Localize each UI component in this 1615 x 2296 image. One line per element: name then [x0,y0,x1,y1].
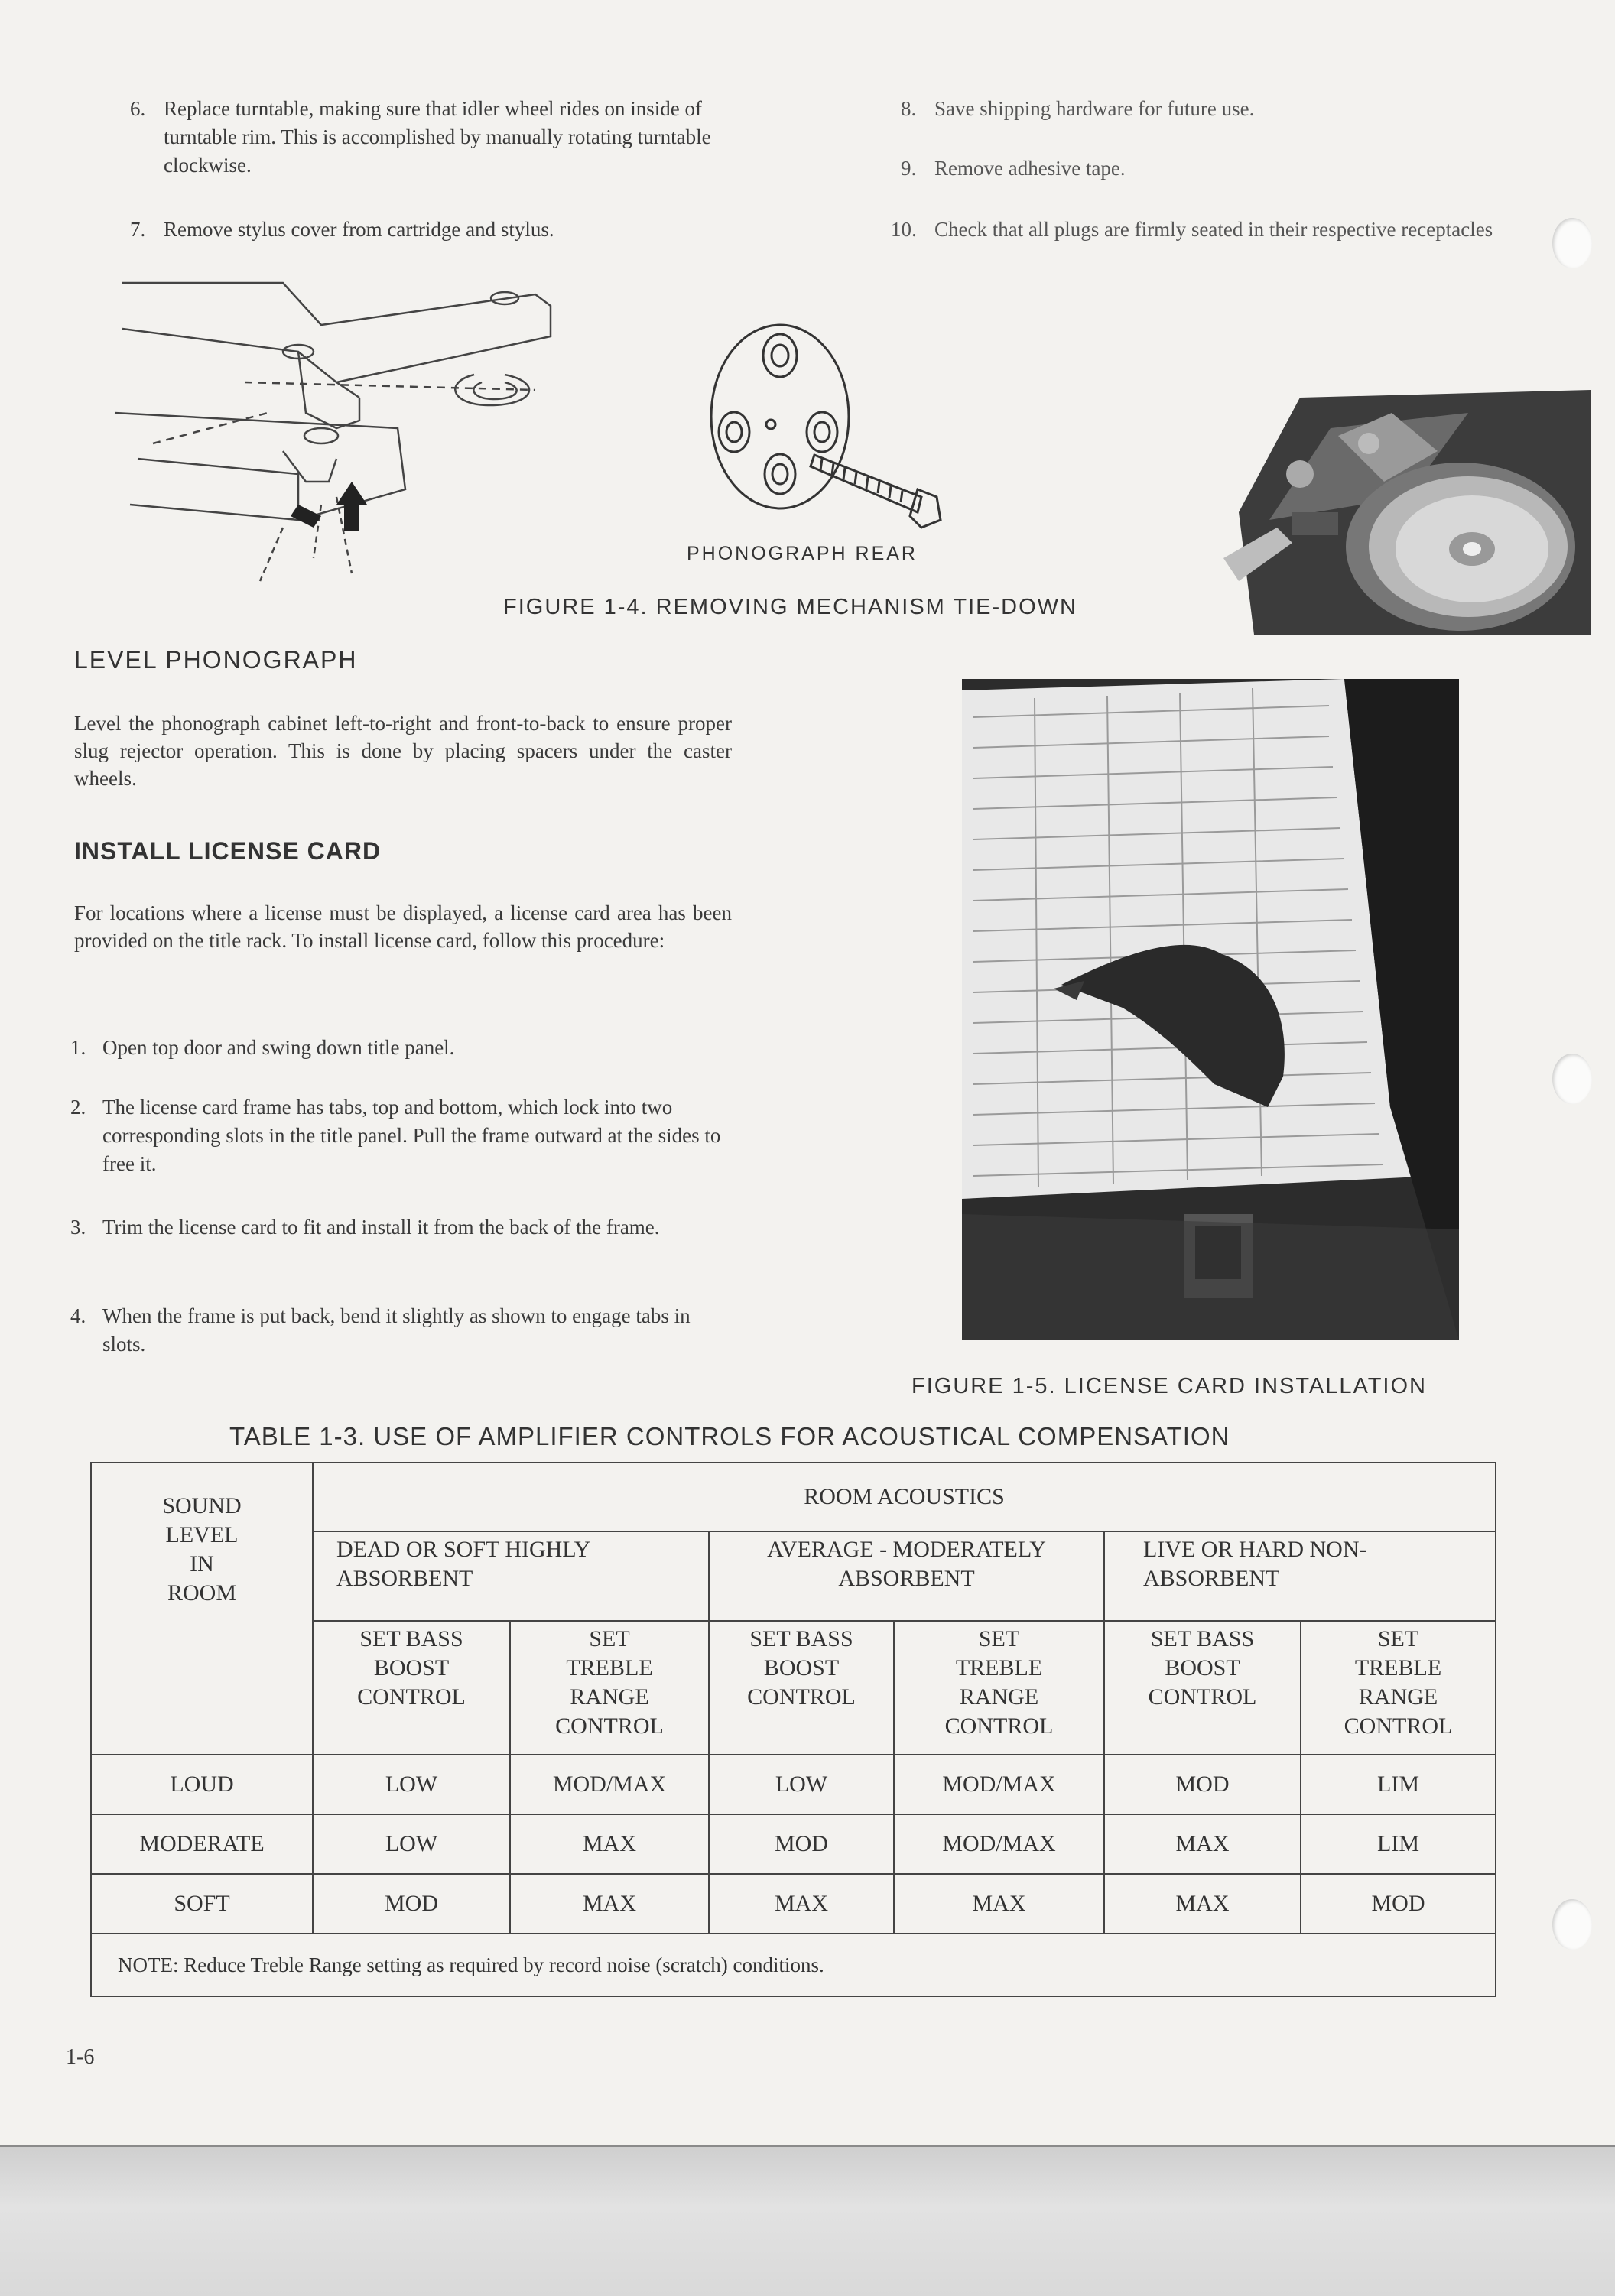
install-license-card-heading: INSTALL LICENSE CARD [74,837,382,865]
subheader-bass-live [1104,1621,1301,1755]
cell: MOD [709,1814,894,1874]
subheader-treble-average [894,1621,1104,1755]
step-text: The license card frame has tabs, top and bottom, which lock into two corresponding slots in the title panel. Pull the frame outward at the sides to free it. [102,1096,721,1175]
binder-hole-top [1552,218,1592,268]
cell: MAX [1104,1874,1301,1934]
table-1-3-title: TABLE 1-3. USE OF AMPLIFIER CONTROLS FOR ACOUSTICAL COMPENSATION [229,1422,1230,1450]
table-note-row [91,1934,1496,1996]
sound-level-header [91,1463,313,1755]
cell: LOW [313,1755,510,1814]
cell: LIM [1301,1814,1496,1874]
table-row-moderate [91,1814,1496,1874]
table-row-soft [91,1874,1496,1934]
phonograph-rear-label: PHONOGRAPH REAR [687,543,918,564]
step-number: 6. [130,97,146,120]
step-number: 7. [130,218,146,241]
license-step-2 [70,1093,736,1178]
step-text: Trim the license card to fit and install it from the back of the frame. [102,1216,660,1239]
subheader-text: SET TREBLE RANGE CONTROL [1344,1626,1453,1739]
subheader-bass-dead [313,1621,510,1755]
figure-1-4-caption: FIGURE 1-4. REMOVING MECHANISM TIE-DOWN [503,595,1077,619]
step-number: 4. [70,1304,86,1327]
sound-level-header-text: SOUND LEVEL IN ROOM [162,1493,242,1606]
subheader-bass-average [709,1621,894,1755]
cell: MAX [510,1814,709,1874]
level-phonograph-body: Level the phonograph cabinet left-to-right and front-to-back to ensure proper slug rejector operation. This is done by placing spacers under the caster wheels. [74,712,732,790]
room-acoustics-header: ROOM ACOUSTICS [313,1463,1496,1531]
cell: MOD [313,1874,510,1934]
table-row-loud [91,1755,1496,1814]
group-average-header: AVERAGE - MODERATELY ABSORBENT [709,1531,1104,1621]
install-license-card-body: For locations where a license must be displayed, a license card area has been provided on the title rack. To install license card, follow this procedure: [74,901,732,952]
group-live-header: LIVE OR HARD NON-ABSORBENT [1104,1531,1496,1621]
group-dead-header: DEAD OR SOFT HIGHLY ABSORBENT [313,1531,709,1621]
subheader-text: SET BASS BOOST CONTROL [747,1626,856,1710]
cell: MAX [1104,1814,1301,1874]
step-7 [130,216,757,244]
step-6 [130,95,757,180]
cell: LIM [1301,1755,1496,1814]
cell: LOW [709,1755,894,1814]
row-level: SOFT [91,1874,313,1934]
step-number: 3. [70,1216,86,1239]
scan-bottom-edge [0,2145,1615,2296]
row-level: LOUD [91,1755,313,1814]
cell: MAX [510,1874,709,1934]
amplifier-controls-table [90,1462,1496,1997]
page-number: 1-6 [66,2045,95,2069]
subheader-text: SET TREBLE RANGE CONTROL [944,1626,1054,1739]
cell: MOD [1301,1874,1496,1934]
step-number: 9. [901,157,917,180]
license-card-photo [962,679,1459,1340]
step-text: Save shipping hardware for future use. [934,97,1255,120]
table-note: NOTE: Reduce Treble Range setting as required by record noise (scratch) conditions. [91,1934,1496,1996]
cell: MOD/MAX [510,1755,709,1814]
level-phonograph-heading: LEVEL PHONOGRAPH [74,646,358,674]
row-level: MODERATE [91,1814,313,1874]
step-text: Check that all plugs are firmly seated in their respective receptacles [934,218,1493,241]
subheader-text: SET TREBLE RANGE CONTROL [555,1626,664,1739]
cell: LOW [313,1814,510,1874]
step-text: Remove adhesive tape. [934,157,1126,180]
license-step-1 [70,1034,736,1062]
step-text: When the frame is put back, bend it slightly as shown to engage tabs in slots. [102,1304,691,1356]
step-number: 10. [891,218,917,241]
subheader-text: SET BASS BOOST CONTROL [357,1626,466,1710]
subheader-text: SET BASS BOOST CONTROL [1148,1626,1257,1710]
subheader-treble-live [1301,1621,1496,1755]
cell: MOD/MAX [894,1814,1104,1874]
tie-down-bracket-drawing [107,252,566,589]
license-step-4 [70,1302,736,1359]
cell: MOD/MAX [894,1755,1104,1814]
step-number: 2. [70,1096,86,1119]
subheader-treble-dead [510,1621,709,1755]
step-9 [901,154,1528,183]
step-text: Open top door and swing down title panel. [102,1036,455,1059]
binder-hole-bottom [1552,1899,1592,1950]
cell: MOD [1104,1755,1301,1814]
step-text: Replace turntable, making sure that idler wheel rides on inside of turntable rim. This is accomplished by manually rotating turntable clockwise. [164,97,711,177]
step-8 [901,95,1528,123]
phonograph-rear-drawing [692,313,952,535]
binder-hole-middle [1552,1054,1592,1104]
figure-1-5-caption: FIGURE 1-5. LICENSE CARD INSTALLATION [911,1374,1427,1398]
step-number: 8. [901,97,917,120]
turntable-mechanism-photo [1208,382,1591,635]
license-step-3 [70,1213,736,1242]
step-10 [891,216,1526,244]
cell: MAX [894,1874,1104,1934]
step-text: Remove stylus cover from cartridge and stylus. [164,218,554,241]
cell: MAX [709,1874,894,1934]
step-number: 1. [70,1036,86,1059]
